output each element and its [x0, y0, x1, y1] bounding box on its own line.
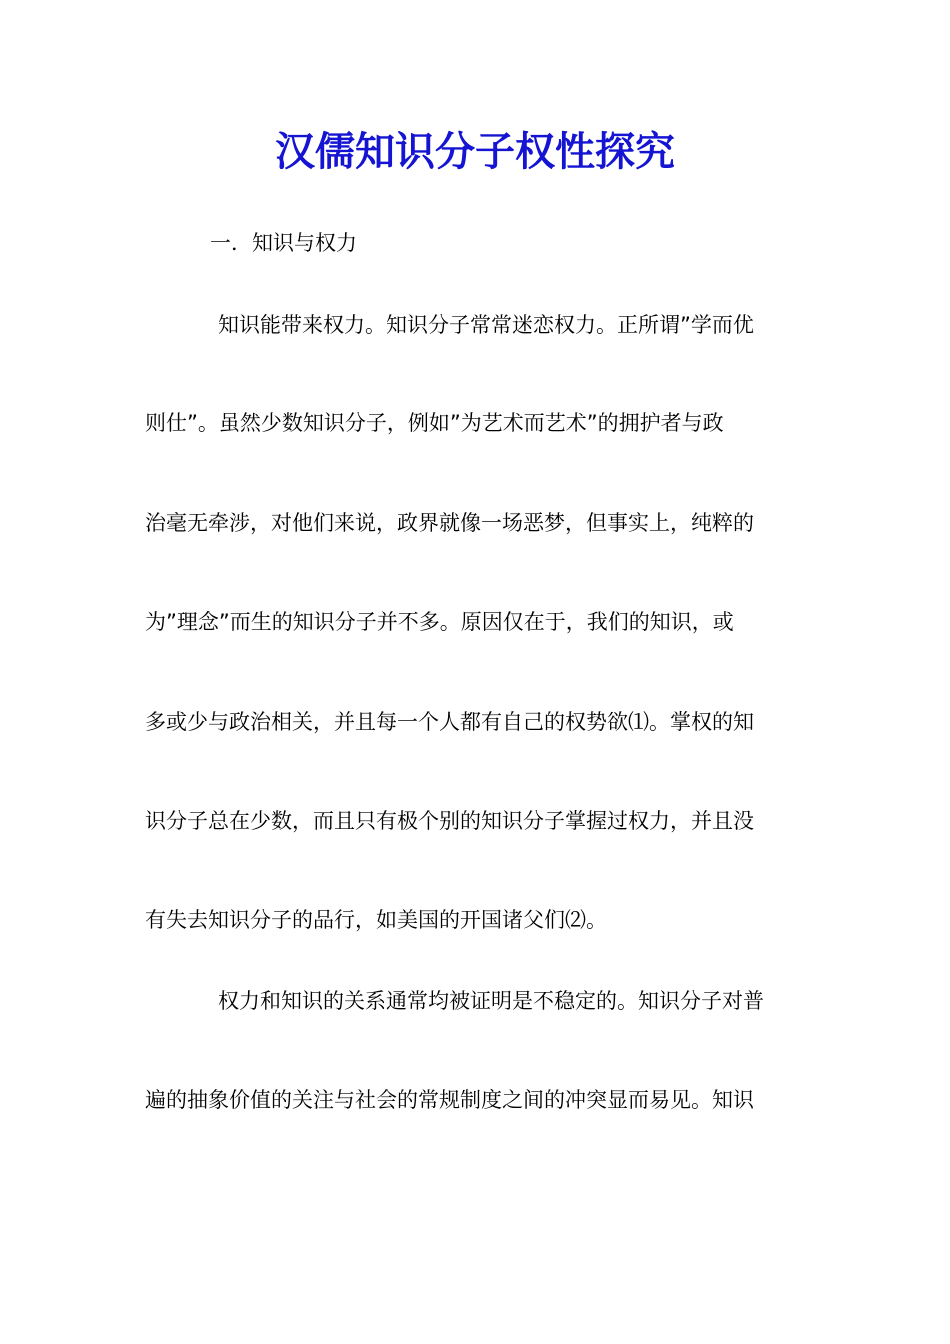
paragraph-line: 治毫无牵涉，对他们来说，政界就像一场恶梦，但事实上，纯粹的 — [145, 511, 754, 535]
paragraph-line: 遍的抽象价值的关注与社会的常规制度之间的冲突显而易见。知识 — [145, 1088, 754, 1112]
document-title: 汉儒知识分子权性探究 — [275, 128, 675, 175]
paragraph-line: 权力和知识的关系通常均被证明是不稳定的。知识分子对普 — [218, 989, 764, 1013]
paragraph-line: 知识能带来权力。知识分子常常迷恋权力。正所谓”学而优 — [218, 313, 754, 337]
paragraph-line: 为”理念”而生的知识分子并不多。原因仅在于，我们的知识，或 — [145, 610, 734, 634]
paragraph-line: 有失去知识分子的品行，如美国的开国诸父们⑵。 — [145, 908, 607, 932]
paragraph-line: 则仕”。虽然少数知识分子，例如”为艺术而艺术”的拥护者与政 — [145, 411, 724, 435]
paragraph-line: 识分子总在少数，而且只有极个别的知识分子掌握过权力，并且没 — [145, 809, 754, 833]
section-heading: 一．知识与权力 — [210, 231, 357, 255]
paragraph-line: 多或少与政治相关，并且每一个人都有自己的权势欲⑴。掌权的知 — [145, 710, 754, 734]
